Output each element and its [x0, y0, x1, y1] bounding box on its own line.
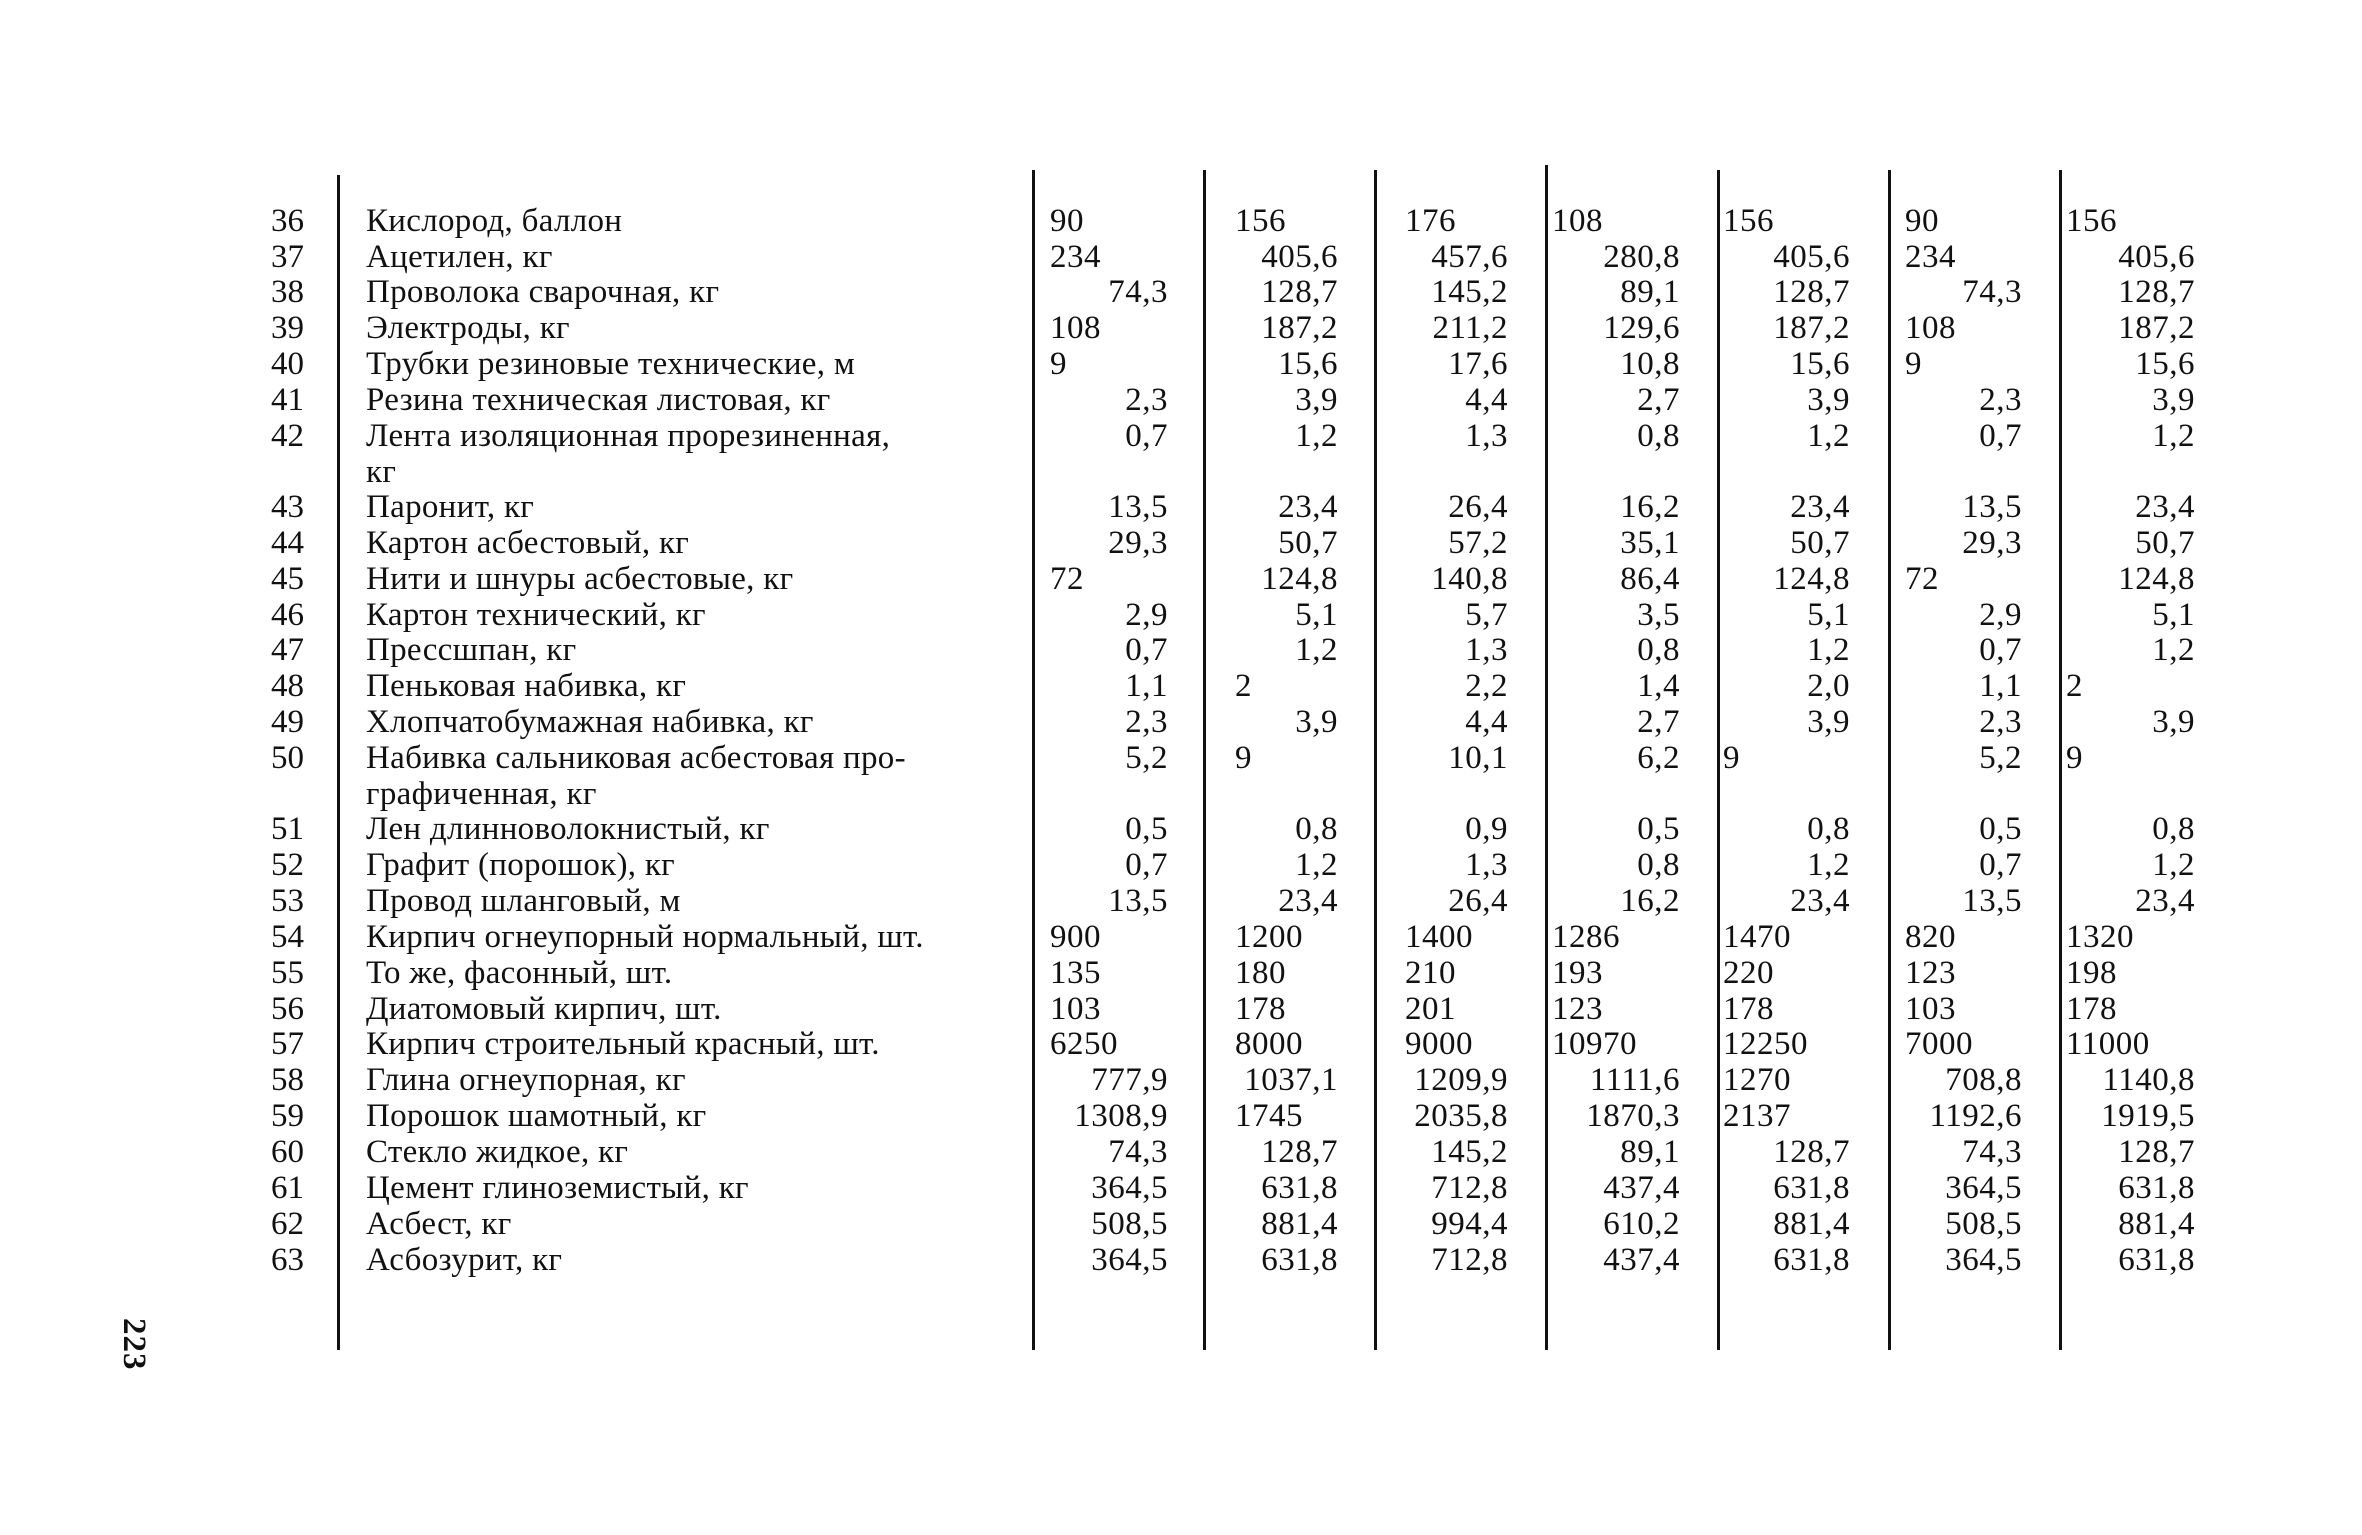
value-cell-col-7: 1,2 [2152, 847, 2195, 883]
value-cell-col-1: 13,5 [1108, 883, 1168, 919]
value-cell-col-4: 10,8 [1620, 346, 1680, 382]
material-name-line: Порошок шамотный, кг [366, 1098, 707, 1134]
value-cell-col-1: 72 [1050, 561, 1084, 597]
material-name [366, 239, 1016, 275]
value-cell-col-7: 1,2 [2152, 418, 2195, 454]
value-cell-col-5: 405,6 [1773, 239, 1850, 275]
value-cell-col-5: 9 [1723, 740, 1740, 776]
material-name-line: Картон асбестовый, кг [366, 525, 690, 561]
value-cell-col-1: 6250 [1050, 1026, 1118, 1062]
value-cell-col-1: 2,9 [1125, 597, 1168, 633]
material-name [366, 1134, 1016, 1170]
row-number: 62 [271, 1206, 304, 1242]
material-name [366, 489, 1016, 525]
value-cell-col-4: 129,6 [1603, 310, 1680, 346]
value-cell-col-1: 2,3 [1125, 382, 1168, 418]
value-cell-col-6: 123 [1905, 955, 1956, 991]
value-cell-col-5: 156 [1723, 203, 1774, 239]
value-cell-col-2: 631,8 [1261, 1170, 1338, 1206]
value-cell-col-1: 777,9 [1091, 1062, 1168, 1098]
value-cell-col-1: 0,7 [1125, 418, 1168, 454]
value-cell-col-3: 17,6 [1448, 346, 1508, 382]
value-cell-col-4: 0,8 [1637, 632, 1680, 668]
material-name [366, 847, 1016, 883]
value-cell-col-4: 123 [1552, 991, 1603, 1027]
value-cell-col-2: 50,7 [1278, 525, 1338, 561]
value-cell-col-7: 3,9 [2152, 704, 2195, 740]
material-name [366, 740, 1016, 812]
value-cell-col-6: 108 [1905, 310, 1956, 346]
value-cell-col-7: 128,7 [2118, 274, 2195, 310]
value-cell-col-6: 90 [1905, 203, 1939, 239]
value-cell-col-1: 900 [1050, 919, 1101, 955]
material-name-line: Картон технический, кг [366, 597, 706, 633]
value-cell-col-3: 5,7 [1465, 597, 1508, 633]
material-name-line: Провод шланговый, м [366, 883, 681, 919]
value-cell-col-7: 128,7 [2118, 1134, 2195, 1170]
value-cell-col-3: 210 [1405, 955, 1456, 991]
value-cell-col-7: 178 [2066, 991, 2117, 1027]
row-number: 36 [271, 203, 304, 239]
value-cell-col-6: 708,8 [1945, 1062, 2022, 1098]
value-cell-col-6: 74,3 [1962, 274, 2022, 310]
value-cell-col-5: 1270 [1723, 1062, 1791, 1098]
value-cell-col-6: 72 [1905, 561, 1939, 597]
row-number: 46 [271, 597, 304, 633]
row-number: 56 [271, 991, 304, 1027]
row-number: 54 [271, 919, 304, 955]
value-cell-col-3: 1209,9 [1414, 1062, 1508, 1098]
material-name-line: Проволока сварочная, кг [366, 274, 720, 310]
value-cell-col-3: 26,4 [1448, 883, 1508, 919]
value-cell-col-7: 124,8 [2118, 561, 2195, 597]
value-cell-col-2: 156 [1235, 203, 1286, 239]
value-cell-col-3: 57,2 [1448, 525, 1508, 561]
material-name-line: Резина техническая листовая, кг [366, 382, 831, 418]
value-cell-col-5: 0,8 [1807, 811, 1850, 847]
value-cell-col-7: 11000 [2066, 1026, 2150, 1062]
value-cell-col-2: 180 [1235, 955, 1286, 991]
material-name [366, 1170, 1016, 1206]
value-cell-col-4: 89,1 [1620, 274, 1680, 310]
value-cell-col-4: 1870,3 [1586, 1098, 1680, 1134]
value-cell-col-3: 201 [1405, 991, 1456, 1027]
row-number: 53 [271, 883, 304, 919]
value-cell-col-7: 631,8 [2118, 1170, 2195, 1206]
value-cell-col-5: 631,8 [1773, 1242, 1850, 1278]
value-cell-col-3: 994,4 [1431, 1206, 1508, 1242]
value-cell-col-2: 881,4 [1261, 1206, 1338, 1242]
material-name-line: Асбозурит, кг [366, 1242, 563, 1278]
value-cell-col-1: 0,7 [1125, 632, 1168, 668]
value-cell-col-4: 1286 [1552, 919, 1620, 955]
material-name-line-2: кг [366, 454, 397, 490]
material-name-line: Лента изоляционная прорезиненная, [366, 418, 891, 454]
value-cell-col-3: 176 [1405, 203, 1456, 239]
material-name-line: Пеньковая набивка, кг [366, 668, 687, 704]
material-name [366, 632, 1016, 668]
value-cell-col-7: 15,6 [2135, 346, 2195, 382]
value-cell-col-5: 881,4 [1773, 1206, 1850, 1242]
column-rule-number [337, 175, 340, 1350]
material-name-line: Кирпич строительный красный, шт. [366, 1026, 880, 1062]
value-cell-col-2: 2 [1235, 668, 1252, 704]
value-cell-col-5: 23,4 [1790, 883, 1850, 919]
value-cell-col-4: 2,7 [1637, 704, 1680, 740]
value-cell-col-3: 140,8 [1431, 561, 1508, 597]
value-cell-col-6: 820 [1905, 919, 1956, 955]
value-cell-col-2: 8000 [1235, 1026, 1303, 1062]
value-cell-col-7: 2 [2066, 668, 2083, 704]
value-cell-col-7: 187,2 [2118, 310, 2195, 346]
value-cell-col-7: 1320 [2066, 919, 2134, 955]
value-cell-col-3: 2035,8 [1414, 1098, 1508, 1134]
value-cell-col-1: 135 [1050, 955, 1101, 991]
row-number: 43 [271, 489, 304, 525]
material-name [366, 1206, 1016, 1242]
value-cell-col-4: 6,2 [1637, 740, 1680, 776]
value-cell-col-2: 1,2 [1295, 418, 1338, 454]
value-cell-col-6: 7000 [1905, 1026, 1973, 1062]
value-cell-col-6: 508,5 [1945, 1206, 2022, 1242]
value-cell-col-7: 405,6 [2118, 239, 2195, 275]
value-cell-col-5: 631,8 [1773, 1170, 1850, 1206]
value-cell-col-5: 2,0 [1807, 668, 1850, 704]
value-cell-col-4: 10970 [1552, 1026, 1637, 1062]
value-cell-col-7: 156 [2066, 203, 2117, 239]
value-cell-col-4: 437,4 [1603, 1242, 1680, 1278]
value-cell-col-3: 145,2 [1431, 274, 1508, 310]
value-cell-col-4: 86,4 [1620, 561, 1680, 597]
material-name-line: Ацетилен, кг [366, 239, 553, 275]
material-name-line: Стекло жидкое, кг [366, 1134, 629, 1170]
value-cell-col-1: 1308,9 [1074, 1098, 1168, 1134]
value-cell-col-6: 1,1 [1979, 668, 2022, 704]
row-number: 39 [271, 310, 304, 346]
value-cell-col-5: 5,1 [1807, 597, 1850, 633]
material-name-line-2: графиченная, кг [366, 776, 597, 812]
value-cell-col-7: 198 [2066, 955, 2117, 991]
material-name [366, 811, 1016, 847]
value-cell-col-2: 9 [1235, 740, 1252, 776]
value-cell-col-7: 5,1 [2152, 597, 2195, 633]
value-cell-col-6: 364,5 [1945, 1242, 2022, 1278]
value-cell-col-2: 1200 [1235, 919, 1303, 955]
value-cell-col-6: 9 [1905, 346, 1922, 382]
value-cell-col-4: 0,8 [1637, 418, 1680, 454]
value-cell-col-6: 2,3 [1979, 382, 2022, 418]
material-name-line: Глина огнеупорная, кг [366, 1062, 686, 1098]
row-number: 58 [271, 1062, 304, 1098]
value-cell-col-1: 0,7 [1125, 847, 1168, 883]
material-name [366, 418, 1016, 490]
value-cell-col-2: 1,2 [1295, 632, 1338, 668]
value-cell-col-4: 3,5 [1637, 597, 1680, 633]
value-cell-col-4: 437,4 [1603, 1170, 1680, 1206]
value-cell-col-3: 26,4 [1448, 489, 1508, 525]
value-cell-col-5: 15,6 [1790, 346, 1850, 382]
value-cell-col-2: 124,8 [1261, 561, 1338, 597]
row-number: 52 [271, 847, 304, 883]
value-cell-col-5: 1,2 [1807, 418, 1850, 454]
value-cell-col-1: 234 [1050, 239, 1101, 275]
value-cell-col-4: 280,8 [1603, 239, 1680, 275]
material-name [366, 1098, 1016, 1134]
material-name [366, 1242, 1016, 1278]
value-cell-col-3: 712,8 [1431, 1170, 1508, 1206]
material-name-line: Электроды, кг [366, 310, 570, 346]
value-cell-col-2: 128,7 [1261, 1134, 1338, 1170]
material-name-line: Кирпич огнеупорный нормальный, шт. [366, 919, 924, 955]
value-cell-col-2: 23,4 [1278, 489, 1338, 525]
value-cell-col-6: 0,5 [1979, 811, 2022, 847]
row-number: 45 [271, 561, 304, 597]
value-cell-col-1: 74,3 [1108, 274, 1168, 310]
value-cell-col-3: 1,3 [1465, 847, 1508, 883]
value-cell-col-6: 1192,6 [1929, 1098, 2022, 1134]
value-cell-col-1: 508,5 [1091, 1206, 1168, 1242]
value-cell-col-4: 108 [1552, 203, 1603, 239]
value-cell-col-3: 0,9 [1465, 811, 1508, 847]
value-cell-col-6: 29,3 [1962, 525, 2022, 561]
value-cell-col-6: 13,5 [1962, 883, 2022, 919]
value-cell-col-7: 0,8 [2152, 811, 2195, 847]
material-name [366, 704, 1016, 740]
value-cell-col-1: 1,1 [1125, 668, 1168, 704]
row-number: 50 [271, 740, 304, 776]
value-cell-col-3: 211,2 [1432, 310, 1508, 346]
row-number: 49 [271, 704, 304, 740]
value-cell-col-5: 50,7 [1790, 525, 1850, 561]
material-name [366, 274, 1016, 310]
value-cell-col-3: 2,2 [1465, 668, 1508, 704]
value-cell-col-7: 1,2 [2152, 632, 2195, 668]
value-cell-col-5: 1,2 [1807, 632, 1850, 668]
row-number: 57 [271, 1026, 304, 1062]
value-cell-col-5: 1,2 [1807, 847, 1850, 883]
value-cell-col-2: 631,8 [1261, 1242, 1338, 1278]
value-cell-col-2: 3,9 [1295, 382, 1338, 418]
value-cell-col-6: 0,7 [1979, 632, 2022, 668]
value-cell-col-4: 16,2 [1620, 489, 1680, 525]
value-cell-col-1: 90 [1050, 203, 1084, 239]
value-cell-col-2: 5,1 [1295, 597, 1338, 633]
row-number: 55 [271, 955, 304, 991]
value-cell-col-2: 15,6 [1278, 346, 1338, 382]
row-number: 63 [271, 1242, 304, 1278]
material-name-line: Цемент глиноземистый, кг [366, 1170, 749, 1206]
value-cell-col-5: 2137 [1723, 1098, 1791, 1134]
material-name-line: Лен длинноволокнистый, кг [366, 811, 770, 847]
material-name-line: Набивка сальниковая асбестовая про- [366, 740, 906, 776]
value-cell-col-1: 2,3 [1125, 704, 1168, 740]
value-cell-col-2: 1745 [1235, 1098, 1303, 1134]
value-cell-col-1: 0,5 [1125, 811, 1168, 847]
value-cell-col-7: 881,4 [2118, 1206, 2195, 1242]
value-cell-col-1: 9 [1050, 346, 1067, 382]
value-cell-col-1: 74,3 [1108, 1134, 1168, 1170]
value-cell-col-1: 29,3 [1108, 525, 1168, 561]
value-cell-col-1: 364,5 [1091, 1170, 1168, 1206]
row-number: 47 [271, 632, 304, 668]
value-cell-col-4: 89,1 [1620, 1134, 1680, 1170]
value-cell-col-7: 23,4 [2135, 489, 2195, 525]
value-cell-col-6: 0,7 [1979, 418, 2022, 454]
value-cell-col-6: 13,5 [1962, 489, 2022, 525]
row-number: 44 [271, 525, 304, 561]
value-cell-col-3: 145,2 [1431, 1134, 1508, 1170]
row-number: 41 [271, 382, 304, 418]
value-cell-col-6: 2,3 [1979, 704, 2022, 740]
material-name [366, 1026, 1016, 1062]
material-name [366, 525, 1016, 561]
material-name [366, 668, 1016, 704]
value-cell-col-3: 9000 [1405, 1026, 1473, 1062]
value-cell-col-4: 35,1 [1620, 525, 1680, 561]
value-cell-col-3: 1,3 [1465, 632, 1508, 668]
value-cell-col-5: 124,8 [1773, 561, 1850, 597]
row-number: 59 [271, 1098, 304, 1134]
value-cell-col-4: 1111,6 [1589, 1062, 1680, 1098]
material-name-line: Хлопчатобумажная набивка, кг [366, 704, 814, 740]
value-cell-col-2: 405,6 [1261, 239, 1338, 275]
material-name-line: Нити и шнуры асбестовые, кг [366, 561, 794, 597]
material-name [366, 1062, 1016, 1098]
material-name-line: Диатомовый кирпич, шт. [366, 991, 722, 1027]
value-cell-col-1: 108 [1050, 310, 1101, 346]
value-cell-col-2: 23,4 [1278, 883, 1338, 919]
material-name [366, 203, 1016, 239]
value-cell-col-3: 4,4 [1465, 704, 1508, 740]
value-cell-col-6: 5,2 [1979, 740, 2022, 776]
value-cell-col-5: 178 [1723, 991, 1774, 1027]
value-cell-col-6: 74,3 [1962, 1134, 2022, 1170]
row-number: 37 [271, 239, 304, 275]
material-name [366, 955, 1016, 991]
value-cell-col-4: 2,7 [1637, 382, 1680, 418]
value-cell-col-1: 5,2 [1125, 740, 1168, 776]
value-cell-col-6: 2,9 [1979, 597, 2022, 633]
value-cell-col-4: 16,2 [1620, 883, 1680, 919]
value-cell-col-7: 9 [2066, 740, 2083, 776]
value-cell-col-2: 3,9 [1295, 704, 1338, 740]
value-cell-col-1: 13,5 [1108, 489, 1168, 525]
value-cell-col-5: 220 [1723, 955, 1774, 991]
value-cell-col-3: 457,6 [1431, 239, 1508, 275]
material-name-line: Прессшпан, кг [366, 632, 577, 668]
material-name [366, 382, 1016, 418]
value-cell-col-6: 103 [1905, 991, 1956, 1027]
value-cell-col-7: 23,4 [2135, 883, 2195, 919]
page-number: 223 [116, 1318, 152, 1371]
value-cell-col-4: 0,5 [1637, 811, 1680, 847]
value-cell-col-3: 1400 [1405, 919, 1473, 955]
value-cell-col-5: 3,9 [1807, 704, 1850, 740]
material-name [366, 346, 1016, 382]
material-name [366, 991, 1016, 1027]
value-cell-col-5: 1470 [1723, 919, 1791, 955]
value-cell-col-5: 128,7 [1773, 274, 1850, 310]
value-cell-col-3: 1,3 [1465, 418, 1508, 454]
material-name-line: Кислород, баллон [366, 203, 623, 239]
row-number: 60 [271, 1134, 304, 1170]
material-name [366, 919, 1016, 955]
value-cell-col-4: 1,4 [1637, 668, 1680, 704]
value-cell-col-7: 631,8 [2118, 1242, 2195, 1278]
value-cell-col-3: 10,1 [1448, 740, 1508, 776]
value-cell-col-2: 128,7 [1261, 274, 1338, 310]
value-cell-col-2: 1,2 [1295, 847, 1338, 883]
value-cell-col-5: 23,4 [1790, 489, 1850, 525]
row-number: 48 [271, 668, 304, 704]
material-name-line: Графит (порошок), кг [366, 847, 676, 883]
value-cell-col-5: 3,9 [1807, 382, 1850, 418]
row-number: 40 [271, 346, 304, 382]
value-cell-col-3: 4,4 [1465, 382, 1508, 418]
value-cell-col-5: 187,2 [1773, 310, 1850, 346]
value-cell-col-1: 103 [1050, 991, 1101, 1027]
value-cell-col-2: 1037,1 [1244, 1062, 1338, 1098]
material-name-line: Паронит, кг [366, 489, 535, 525]
material-name-line: Трубки резиновые технические, м [366, 346, 856, 382]
value-cell-col-7: 1919,5 [2101, 1098, 2195, 1134]
value-cell-col-2: 187,2 [1261, 310, 1338, 346]
row-number: 38 [271, 274, 304, 310]
row-number: 51 [271, 811, 304, 847]
material-name [366, 310, 1016, 346]
value-cell-col-4: 193 [1552, 955, 1603, 991]
value-cell-col-7: 50,7 [2135, 525, 2195, 561]
value-cell-col-6: 234 [1905, 239, 1956, 275]
value-cell-col-4: 610,2 [1603, 1206, 1680, 1242]
material-name-line: То же, фасонный, шт. [366, 955, 673, 991]
row-number: 42 [271, 418, 304, 454]
value-cell-col-3: 712,8 [1431, 1242, 1508, 1278]
material-name [366, 597, 1016, 633]
value-cell-col-5: 128,7 [1773, 1134, 1850, 1170]
material-name [366, 561, 1016, 597]
value-cell-col-6: 364,5 [1945, 1170, 2022, 1206]
value-cell-col-4: 0,8 [1637, 847, 1680, 883]
value-cell-col-1: 364,5 [1091, 1242, 1168, 1278]
value-cell-col-2: 0,8 [1295, 811, 1338, 847]
material-name [366, 883, 1016, 919]
value-cell-col-6: 0,7 [1979, 847, 2022, 883]
row-number: 61 [271, 1170, 304, 1206]
value-cell-col-5: 12250 [1723, 1026, 1808, 1062]
material-name-line: Асбест, кг [366, 1206, 512, 1242]
value-cell-col-7: 1140,8 [2102, 1062, 2195, 1098]
value-cell-col-2: 178 [1235, 991, 1286, 1027]
value-cell-col-7: 3,9 [2152, 382, 2195, 418]
